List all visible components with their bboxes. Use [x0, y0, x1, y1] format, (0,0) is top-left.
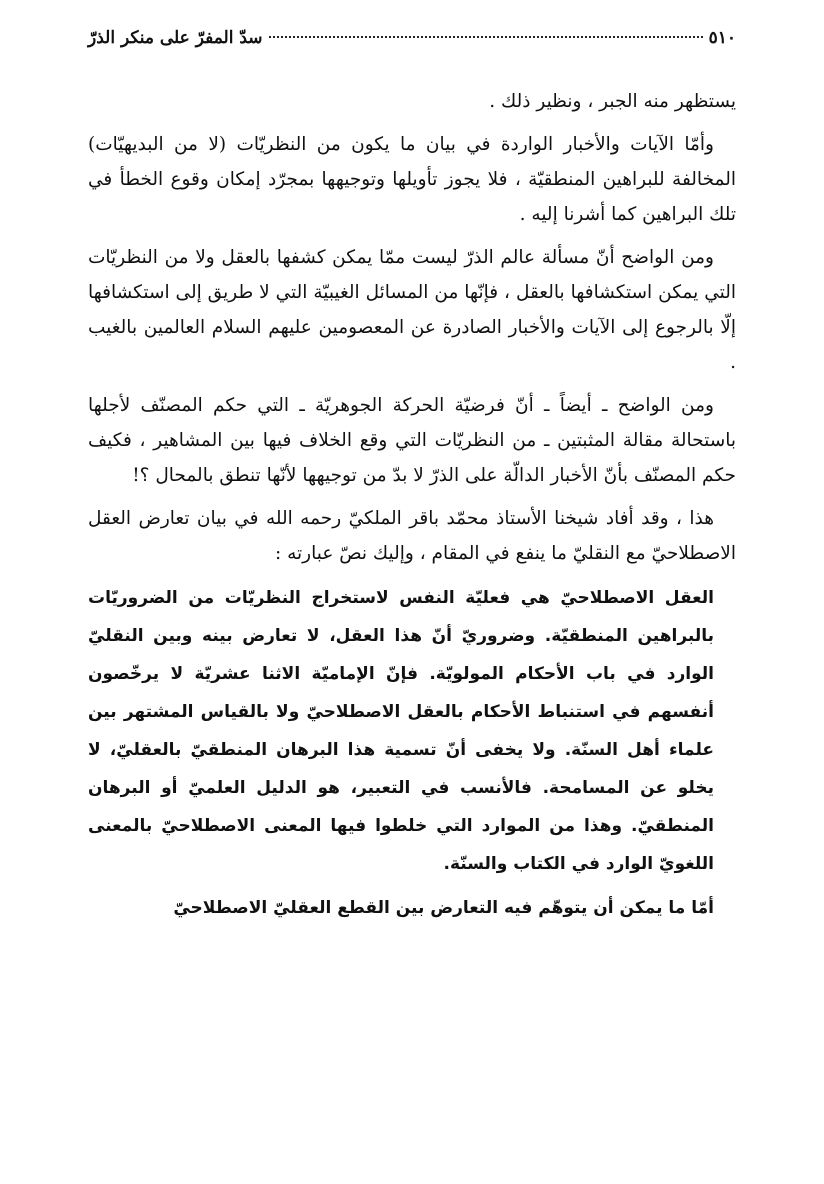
running-title: سدّ المفرّ على منكر الذرّ	[88, 28, 263, 48]
paragraph-1: يستظهر منه الجبر ، ونظير ذلك .	[489, 91, 736, 112]
quote-continuation: أمّا ما يمكن أن يتوهّم فيه التعارض بين القطع العقليّ الاصطلاحيّ	[173, 898, 714, 918]
quote-text: العقل الاصطلاحيّ هي فعليّة النفس لاستخراج النظريّات من الضروريّات بالبراهين المنطقيّة. وضروريّ أنّ هذا العقل، لا تعارض بينه وبين النقليّ الوارد في باب الأحكام المولويّة. فإنّ الإماميّة الاثنا عشريّة لا يرخّصون أنفسهم في استنباط الأحكام بالعقل الاصطلاحيّ ولا بالقياس المشتهر بين علماء أهل السنّة. ولا يخفى أنّ تسمية هذا البرهان المنطقيّ بالعقليّ، لا يخلو عن المسامحة. فالأنسب في التعبير، هو الدليل العلميّ أو البرهان المنطقيّ. وهذا من الموارد التي خلطوا فيها المعنى الاصطلاحيّ بالمعنى اللغويّ الوارد في الكتاب والسنّة.	[88, 588, 714, 874]
paragraph-2: وأمّا الآيات والأخبار الواردة في بيان ما يكون من النظريّات (لا من البديهيّات) المخالفة للبراهين المنطقيّة ، فلا يجوز تأويلها وتوجيهها بمجرّد إمكان وقوع الخطأ في تلك البراهين كما أشرنا إليه .	[88, 134, 736, 225]
paragraph-4: ومن الواضح ـ أيضاً ـ أنّ فرضيّة الحركة الجوهريّة ـ التي حكم المصنّف لأجلها باستحالة مقالة المثبتين ـ من النظريّات التي وقع الخلاف فيها بين المشاهير ، فكيف حكم المصنّف بأنّ الأخبار الدالّة على الذرّ لا بدّ من توجيهها لأنّها تنطق بالمحال ؟!	[88, 395, 736, 486]
page-header	[88, 28, 736, 58]
block-quote	[88, 579, 714, 883]
dotted-leader	[269, 36, 703, 38]
paragraph-3: ومن الواضح أنّ مسألة عالم الذرّ ليست ممّا يمكن كشفها بالعقل ولا من النظريّات التي يمكن استكشافها بالعقل ، فإنّها من المسائل الغيبيّة التي لا طريق إلى استكشافها إلّا بالرجوع إلى الآيات والأخبار الصادرة عن المعصومين عليهم السلام العالمين بالغيب .	[88, 247, 736, 373]
main-text	[88, 84, 736, 927]
paragraph-5: هذا ، وقد أفاد شيخنا الأستاذ محمّد باقر الملكيّ رحمه الله في بيان تعارض العقل الاصطلاحيّ مع النقليّ ما ينفع في المقام ، وإليك نصّ عبارته :	[88, 508, 736, 564]
page-number: ٥١٠	[708, 28, 736, 48]
